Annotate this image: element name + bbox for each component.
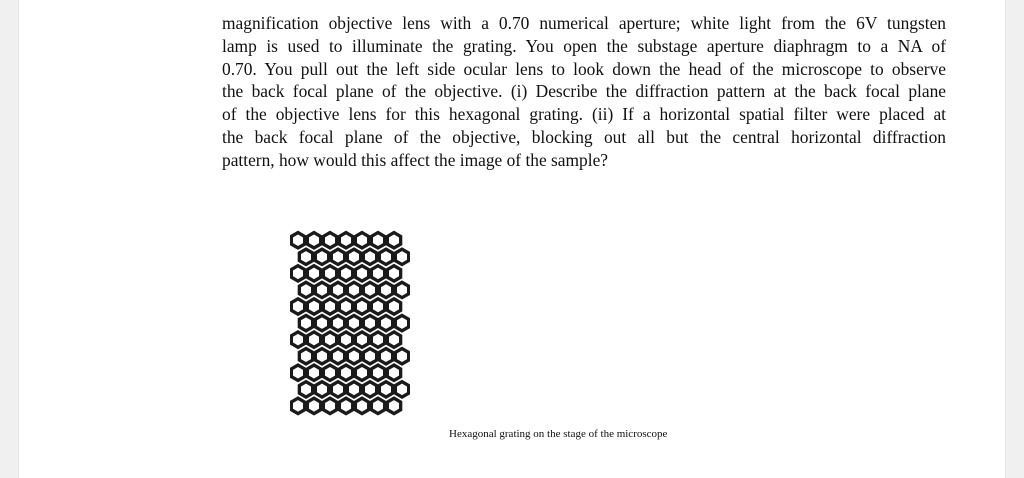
question-line: 0.70. You pull out the left side ocular lens to look down the head of the microscope to observe — [222, 58, 946, 79]
question-line: lamp is used to illuminate the grating. You open the substage aperture diaphragm to a NA of — [222, 35, 946, 56]
question-paragraph — [222, 12, 946, 172]
figure-caption: Hexagonal grating on the stage of the microscope — [449, 428, 668, 440]
question-line: magnification objective lens with a 0.70 numerical aperture; white light from the 6V tungsten — [222, 13, 946, 33]
question-line: pattern, how would this affect the image of the sample? — [222, 149, 609, 170]
hexagonal-grating-figure — [290, 230, 410, 418]
question-line: the back focal plane of the objective, blocking out all but the central horizontal diffraction — [222, 126, 946, 147]
viewer-left-margin — [0, 0, 19, 478]
document-page — [19, 0, 1005, 478]
question-line: of the objective lens for this hexagonal grating. (ii) If a horizontal spatial filter were placed at — [222, 104, 946, 125]
viewer-right-margin — [1005, 0, 1024, 478]
question-line: the back focal plane of the objective. (i) Describe the diffraction pattern at the back focal plane — [222, 81, 946, 102]
